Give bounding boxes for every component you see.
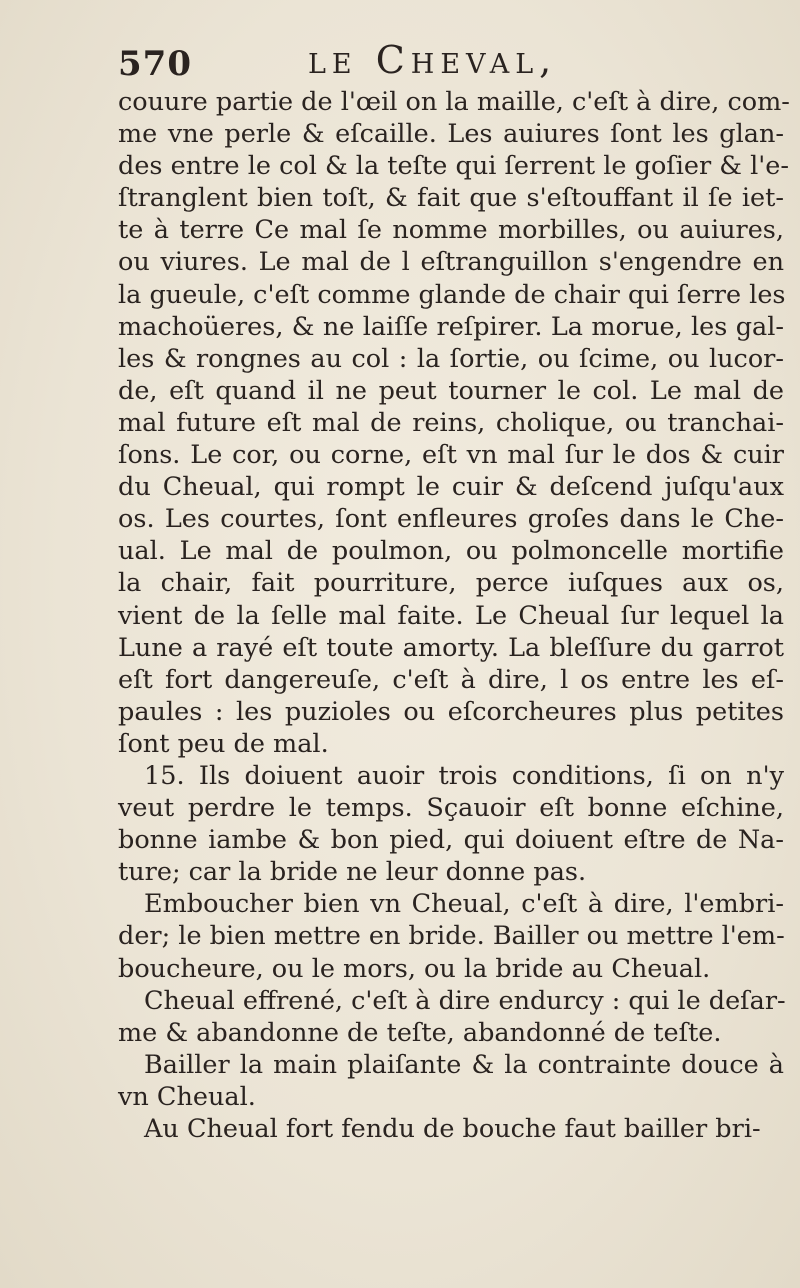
- text-line: ſons. Le cor, ou corne, eſt vn mal ſur le dos & cuir: [118, 440, 784, 471]
- text-line: 15. Ils doiuent auoir trois conditions, ſi on n'y: [144, 760, 784, 791]
- paragraph: [118, 888, 784, 984]
- text-line: machoüeres, & ne laiſſe reſpirer. La morue, les gal-: [118, 311, 784, 342]
- text-line: der; le bien mettre en bride. Bailler ou mettre l'em-: [118, 921, 785, 952]
- text-line: me & abandonne de teſte, abandonné de teſte.: [118, 1017, 722, 1048]
- running-head: le Cheval,: [308, 38, 558, 82]
- text-line: de, eſt quand il ne peut tourner le col. Le mal de: [118, 375, 784, 406]
- text-line: ual. Le mal de poulmon, ou polmoncelle mortifie: [118, 536, 784, 567]
- text-line: couure partie de l'œil on la maille, c'eſt à dire, com-: [118, 87, 790, 117]
- text-line: Cheual effrené, c'eſt à dire endurcy : qui le deſar-: [144, 985, 786, 1016]
- page-header: [118, 38, 778, 90]
- body-text: [118, 86, 790, 1145]
- text-line: ou viures. Le mal de l eſtranguillon s'engendre en: [118, 247, 784, 278]
- text-line: des entre le col & la teſte qui ſerrent le goſier & l'e-: [118, 151, 789, 182]
- text-line: os. Les courtes, ſont enfleures groſes dans le Che-: [118, 504, 784, 535]
- text-line: Lune a rayé eſt toute amorty. La bleſſure du garrot: [118, 632, 784, 663]
- paragraph: [118, 86, 790, 760]
- text-line: vn Cheual.: [118, 1081, 256, 1112]
- paragraph: [118, 1113, 784, 1145]
- text-line: eſt fort dangereuſe, c'eſt à dire, l os entre les eſ-: [118, 664, 784, 695]
- text-line: me vne perle & eſcaille. Les auiures ſont les glan-: [118, 119, 784, 150]
- text-line: te à terre Ce mal ſe nomme morbilles, ou auiures,: [118, 215, 784, 246]
- text-line: paules : les puzioles ou eſcorcheures plus petites: [118, 696, 784, 727]
- text-line: les & rongnes au col : la ſortie, ou ſcime, ou lucor-: [118, 343, 784, 374]
- text-line: Emboucher bien vn Cheual, c'eſt à dire, l'embri-: [144, 889, 784, 920]
- text-line: vient de la ſelle mal faite. Le Cheual ſur lequel la: [118, 600, 784, 631]
- text-line: ture; car la bride ne leur donne pas.: [118, 857, 587, 888]
- text-line: veut perdre le temps. Sçauoir eſt bonne eſchine,: [118, 793, 784, 824]
- text-line: boucheure, ou le mors, ou la bride au Cheual.: [118, 953, 711, 984]
- paragraph: [118, 985, 784, 1049]
- text-line: Bailler la main plaiſante & la contrainte douce à: [144, 1049, 784, 1080]
- text-line: mal future eſt mal de reins, cholique, ou tranchai-: [118, 407, 784, 438]
- text-line: bonne iambe & bon pied, qui doiuent eſtre de Na-: [118, 825, 784, 856]
- text-line: du Cheual, qui rompt le cuir & deſcend juſqu'aux: [118, 472, 784, 503]
- text-line: Au Cheual fort fendu de bouche faut bailler bri-: [144, 1114, 761, 1144]
- page-number: 570: [118, 44, 192, 84]
- text-line: ſont peu de mal.: [118, 728, 329, 759]
- paragraph: [118, 760, 784, 888]
- text-line: la chair, fait pourriture, perce iuſques aux os,: [118, 568, 784, 599]
- text-line: ſtranglent bien toſt, & fait que s'eſtouffant il ſe iet-: [118, 183, 784, 214]
- text-line: la gueule, c'eſt comme glande de chair qui ſerre les: [118, 279, 786, 310]
- paragraph: [118, 1049, 784, 1113]
